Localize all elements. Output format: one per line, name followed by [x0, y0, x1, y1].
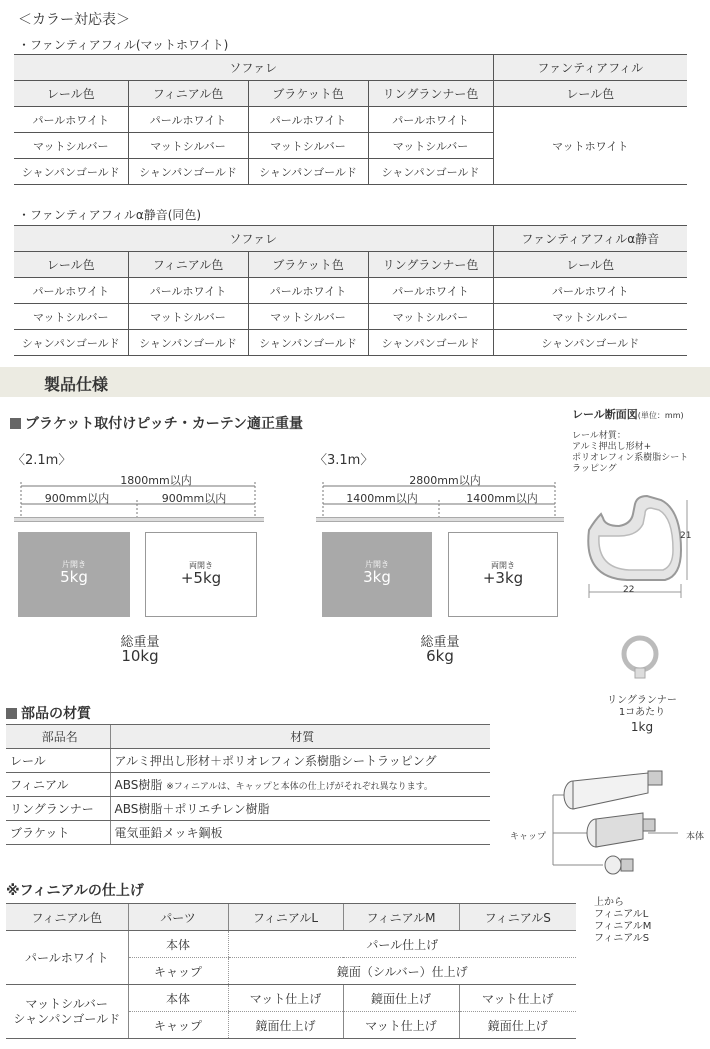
finish-col-m: フィニアルM	[343, 904, 459, 931]
materials-part: レール	[6, 749, 110, 773]
rail-material-line: ポリオレフィン系樹脂シート	[572, 453, 689, 463]
materials-value	[110, 821, 490, 845]
right-single-weight: 3kg	[363, 568, 391, 586]
materials-value	[110, 749, 490, 773]
right-length-label: 〈3.1m〉	[314, 453, 374, 468]
t1-cell: シャンパンゴールド	[368, 159, 493, 185]
finish-pearl-label: パールホワイト	[6, 931, 128, 985]
t1-cell: シャンパンゴールド	[248, 159, 368, 185]
finish-cell: 鏡面仕上げ	[459, 1012, 576, 1039]
color-table-title: ＜カラー対応表＞	[18, 12, 130, 28]
t1-cell: パールホワイト	[248, 107, 368, 133]
left-single-small: 片開き	[62, 560, 86, 569]
left-half-left: 900mm以内	[44, 492, 110, 505]
t1-col-ring: リングランナー色	[368, 81, 493, 107]
materials-note: ※フィニアルは、キャップと本体の仕上げがそれぞれ異なります。	[166, 782, 433, 792]
color-table-1	[14, 54, 687, 185]
t1-col-rail: レール色	[14, 81, 128, 107]
ring-runner-icon	[618, 632, 662, 682]
spec-heading: 製品仕様	[44, 375, 109, 394]
color-table-2	[14, 225, 687, 356]
ring-caption-weight: 1kg	[630, 720, 654, 734]
finish-cell: マット仕上げ	[228, 985, 343, 1012]
right-single-panel	[322, 532, 432, 617]
rail-section-unit: (単位：mm)	[637, 411, 684, 420]
finish-col-l: フィニアルL	[228, 904, 343, 931]
t1-cell: シャンパンゴールド	[128, 159, 248, 185]
left-double-small: 両開き	[189, 561, 213, 570]
t1-col-finial: フィニアル色	[128, 81, 248, 107]
materials-part: フィニアル	[6, 773, 110, 797]
left-dimension-lines	[10, 480, 270, 530]
finish-cell: 鏡面仕上げ	[228, 1012, 343, 1039]
t2-cell: シャンパンゴールド	[493, 330, 687, 356]
right-half-right: 1400mm以内	[466, 492, 538, 505]
right-double-small: 両開き	[491, 561, 515, 570]
finish-part: キャップ	[128, 958, 228, 985]
t1-group-left: ソファレ	[14, 55, 493, 81]
finish-pearl-cap: 鏡面（シルバー）仕上げ	[228, 958, 576, 985]
materials-value	[110, 773, 490, 797]
t1-cell: パールホワイト	[14, 107, 128, 133]
materials-col-material: 材質	[110, 725, 490, 749]
finish-pearl-body: パール仕上げ	[228, 931, 576, 958]
square-bullet-icon	[10, 418, 21, 429]
rail-dim-height: 21	[680, 531, 692, 541]
bracket-heading-wrap	[10, 413, 303, 433]
t2-group-right: ファンティアフィルα静音	[493, 226, 687, 252]
rail-dim-width: 22	[623, 585, 635, 595]
t2-cell: パールホワイト	[248, 278, 368, 304]
t1-right-value: マットホワイト	[493, 107, 687, 185]
finial-caption-line: 上から	[594, 897, 624, 908]
t2-group-left: ソファレ	[14, 226, 493, 252]
right-rail	[316, 517, 564, 522]
t1-cell: マットシルバー	[368, 133, 493, 159]
right-single-small: 片開き	[365, 560, 389, 569]
t2-cell: パールホワイト	[368, 278, 493, 304]
table1-subtitle: ・ファンティアフィル(マットホワイト)	[18, 38, 229, 52]
t1-cell: マットシルバー	[128, 133, 248, 159]
t1-col-bracket: ブラケット色	[248, 81, 368, 107]
t2-cell: パールホワイト	[493, 278, 687, 304]
finial-diagram	[548, 765, 693, 875]
right-total-value: 6kg	[426, 647, 454, 665]
t2-cell: シャンパンゴールド	[368, 330, 493, 356]
left-double-panel	[145, 532, 257, 617]
finish-matte-label	[6, 985, 128, 1039]
finial-cap-label: キャップ	[510, 832, 547, 842]
t2-cell: マットシルバー	[368, 304, 493, 330]
t1-cell: マットシルバー	[14, 133, 128, 159]
rail-material-line: レール材質：	[572, 431, 626, 441]
finial-caption-line: フィニアルM	[594, 921, 652, 932]
finial-caption-line: フィニアルS	[594, 933, 650, 944]
t2-cell: パールホワイト	[128, 278, 248, 304]
t2-col-ring: リングランナー色	[368, 252, 493, 278]
t2-cell: マットシルバー	[128, 304, 248, 330]
right-total-span: 2800mm以内	[409, 474, 481, 487]
rail-section-title-wrap	[572, 406, 684, 422]
materials-value-text: ABS樹脂＋ポリエチレン樹脂	[114, 802, 270, 816]
left-total-span: 1800mm以内	[120, 474, 192, 487]
finial-caption-line: フィニアルL	[594, 909, 649, 920]
rail-material-text	[572, 431, 688, 475]
left-double-weight: +5kg	[180, 569, 222, 587]
t2-col-rail: レール色	[14, 252, 128, 278]
right-double-weight: +3kg	[482, 569, 524, 587]
t2-col-rail-right: レール色	[493, 252, 687, 278]
materials-table	[6, 724, 490, 845]
finish-part: 本体	[128, 985, 228, 1012]
left-total-label: 総重量	[120, 635, 160, 650]
finish-cell: マット仕上げ	[459, 985, 576, 1012]
finish-cell: マット仕上げ	[343, 1012, 459, 1039]
t1-cell: パールホワイト	[128, 107, 248, 133]
materials-col-part: 部品名	[6, 725, 110, 749]
left-total-value: 10kg	[121, 647, 159, 665]
t2-col-finial: フィニアル色	[128, 252, 248, 278]
materials-value-text: アルミ押出し形材＋ポリオレフィン系樹脂シートラッピング	[114, 754, 437, 768]
right-total-label: 総重量	[420, 635, 460, 650]
finial-body-label: 本体	[686, 832, 705, 842]
t2-cell: マットシルバー	[248, 304, 368, 330]
right-dimension-lines	[315, 480, 570, 530]
materials-value-text: 電気亜鉛メッキ鋼板	[114, 826, 223, 840]
ring-caption-line: リングランナー	[607, 695, 677, 706]
materials-value	[110, 797, 490, 821]
rail-cross-section-diagram	[575, 480, 705, 605]
finial-finish-table	[6, 903, 576, 1039]
right-double-panel	[448, 532, 558, 617]
spec-section-band	[0, 367, 710, 397]
materials-part: リングランナー	[6, 797, 110, 821]
left-single-weight: 5kg	[60, 568, 88, 586]
finish-heading: ※フィニアルの仕上げ	[6, 883, 144, 899]
finial-caption	[594, 897, 651, 945]
rail-section-title: レール断面図	[572, 408, 638, 421]
finish-col-part: パーツ	[128, 904, 228, 931]
right-half-left: 1400mm以内	[346, 492, 418, 505]
finish-part: 本体	[128, 931, 228, 958]
square-bullet-icon	[6, 708, 17, 719]
finish-col-s: フィニアルS	[459, 904, 576, 931]
t1-cell: パールホワイト	[368, 107, 493, 133]
materials-value-text: ABS樹脂	[114, 778, 163, 792]
t2-cell: マットシルバー	[493, 304, 687, 330]
finish-matte-label-1: マットシルバー	[25, 996, 108, 1011]
rail-material-line: アルミ押出し形材+	[572, 442, 652, 452]
t1-cell: シャンパンゴールド	[14, 159, 128, 185]
materials-part: ブラケット	[6, 821, 110, 845]
materials-heading-wrap	[6, 703, 91, 723]
finish-matte-label-2: シャンパンゴールド	[13, 1011, 121, 1026]
finish-col-color: フィニアル色	[6, 904, 128, 931]
materials-heading: 部品の材質	[21, 706, 91, 722]
left-single-panel	[18, 532, 130, 617]
t2-cell: マットシルバー	[14, 304, 128, 330]
finish-part: キャップ	[128, 1012, 228, 1039]
t2-cell: シャンパンゴールド	[14, 330, 128, 356]
t1-col-rail-right: レール色	[493, 81, 687, 107]
t1-cell: マットシルバー	[248, 133, 368, 159]
t2-col-bracket: ブラケット色	[248, 252, 368, 278]
table2-subtitle: ・ファンティアフィルα静音(同色)	[18, 208, 202, 222]
left-half-right: 900mm以内	[161, 492, 227, 505]
ring-runner-caption	[582, 695, 702, 735]
t2-cell: シャンパンゴールド	[128, 330, 248, 356]
t2-cell: パールホワイト	[14, 278, 128, 304]
left-rail	[14, 517, 264, 522]
rail-material-line: ラッピング	[572, 464, 617, 474]
bracket-heading: ブラケット取付けピッチ・カーテン適正重量	[25, 416, 304, 432]
t2-cell: シャンパンゴールド	[248, 330, 368, 356]
left-length-label: 〈2.1m〉	[12, 453, 72, 468]
finish-cell: 鏡面仕上げ	[343, 985, 459, 1012]
t1-group-right: ファンティアフィル	[493, 55, 687, 81]
ring-caption-line: 1コあたり	[618, 707, 666, 718]
